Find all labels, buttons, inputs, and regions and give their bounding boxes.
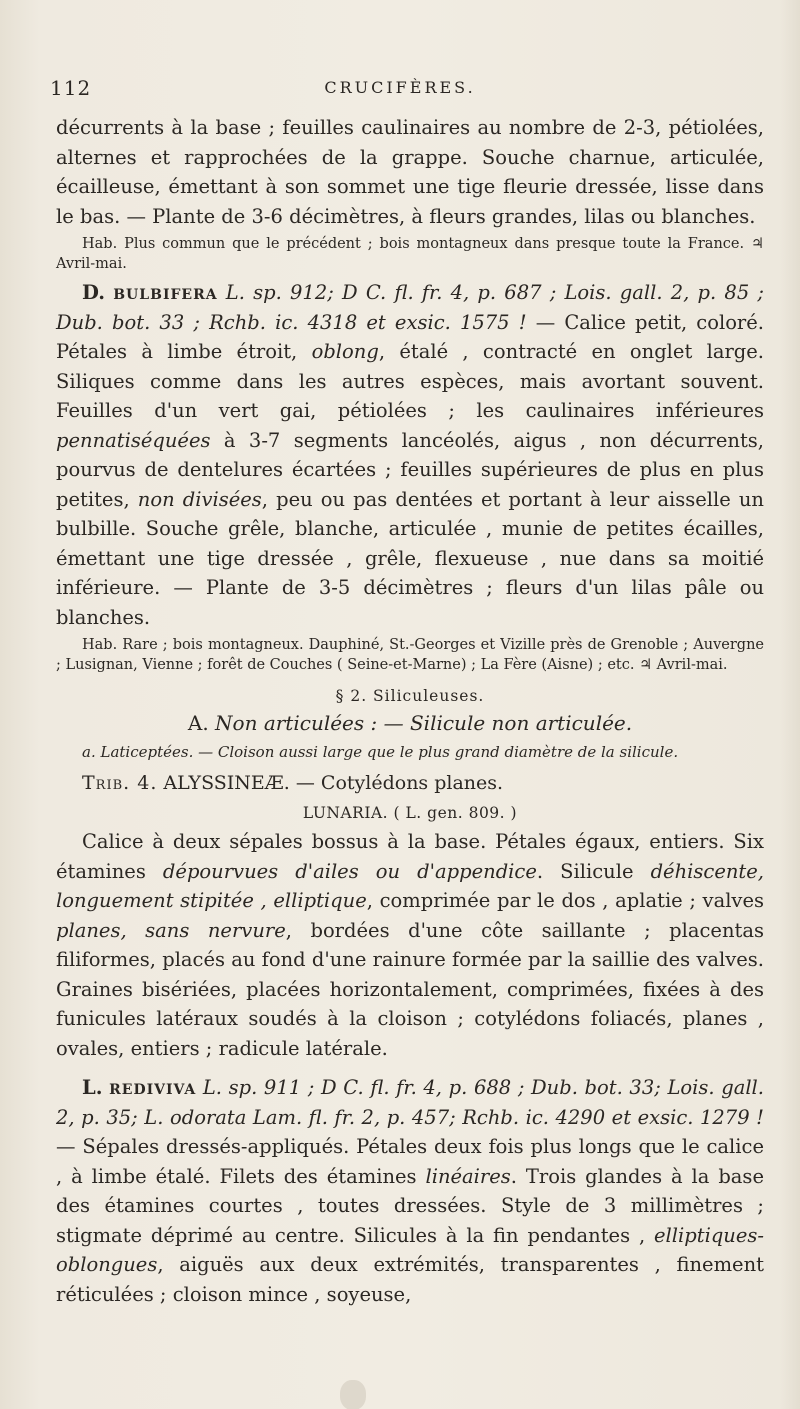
tribe-line [56,769,764,797]
rediviva-elliptiques: elliptiques-oblongues [56,1223,764,1276]
rediviva-letter: L. [82,1076,103,1099]
bulbifera-name: bulbifera [113,281,218,304]
rediviva-text-c: , aiguës aux deux extrémités, transparentes , finement réticulées ; cloison mince , soyeuse, [56,1253,764,1306]
text-body [56,113,764,1309]
bulbifera-text-b: , étalé , contracté en onglet large. Siliques comme dans les autres espèces, mais avortant souvent. Feuilles d'un vert gai, pétiolées ; les caulinaires inférieures [56,340,765,422]
intro-paragraph: décurrents à la base ; feuilles caulinaires au nombre de 2-3, pétiolées, alternes et rapprochées de la grappe. Souche charnue, articulée, écailleuse, émettant à son sommet une tige fleurie dressée, lisse dans le bas. — Plante de 3-6 décimètres, à fleurs grandes, lilas ou blanches. [56,116,764,228]
rediviva-name: rediviva [109,1076,197,1099]
genus-heading: LUNARIA. ( L. gen. 809. ) [302,804,518,822]
bulbifera-text-d: , peu ou pas dentées et portant à leur aisselle un bulbille. Souche grêle, blanche, articulée , munie de petites écailles, émettant une tige dressée , grêle, flexueuse , nue dans sa moitié inférieure. — Plante de 3-5 décimètres ; fleurs d'un lilas pâle ou blanches. [56,487,764,629]
intro-habitat: Hab. Plus commun que le précédent ; bois montagneux dans presque toute la France. ♃ Avril-mai. [56,236,764,272]
tribe-label: Trib. 4. [82,772,158,794]
rediviva-refs-b: L. odorata Lam. fl. fr. 2, p. 457; Rchb. ic. 4290 et exsic. 1279 ! [144,1105,764,1129]
bulbifera-habitat: Hab. Rare ; bois montagneux. Dauphiné, St.-Georges et Vizille près de Grenoble ; Auvergne ; Lusignan, Vienne ; forêt de Couches ( Seine-et-Marne) ; La Fère (Aisne) ; etc. ♃ Avril-mai. [56,637,764,673]
bulbifera-paragraph [56,278,764,632]
bulbifera-refs: L. sp. 912; D C. fl. fr. 4, p. 687 ; Lois. gall. 2, p. 85 ; Dub. bot. 33 ; Rchb. ic. 4318 et exsic. 1575 ! [56,281,765,334]
rediviva-text-a: — Sépales dressés-appliqués. Pétales deux fois plus longs que le calice , à limbe étalé. Filets des étamines [56,1135,764,1188]
genus-planes: planes, sans nervure [56,918,286,942]
group-text: a. Laticeptées. — Cloison aussi large que le plus grand diamètre de la silicule. [82,743,679,761]
rediviva-refs-a: L. sp. 911 ; D C. fl. fr. 4, p. 688 ; Dub. bot. 33; Lois. gall. 2, p. 35; [56,1076,764,1129]
ink-blot [340,1380,366,1409]
bulbifera-non-divisees: non divisées [137,487,262,511]
genus-dehiscente: déhiscente, longuement stipitée , elliptique [56,859,764,912]
group-line [56,741,764,763]
genus-text-a: Calice à deux sépales bossus à la base. Pétales égaux, entiers. Six étamines [56,830,764,883]
genus-paragraph [56,827,764,1063]
section-title: § 2. Siliculeuses. [335,687,485,705]
page-number: 112 [50,76,92,100]
bulbifera-text-a: — Calice petit, coloré. Pétales à limbe étroit, [56,310,764,363]
bulbifera-oblong: oblong [311,340,379,363]
running-head: CRUCIFÈRES. [324,78,476,97]
subsection-text: Non articulées : — Silicule non articulée. [215,711,633,735]
bulbifera-text-c: à 3-7 segments lancéolés, aigus , non décurrents, pourvus de dentelures écartées ; feuilles supérieures de plus en plus petites, [56,428,764,511]
rediviva-text-b: . Trois glandes à la base des étamines courtes , toutes dressées. Style de 3 millimètres ; stigmate déprimé au centre. Silicules à la fin pendantes , [56,1164,764,1247]
genus-depourvues: dépourvues d'ailes ou d'appendice [162,859,537,883]
rediviva-paragraph [56,1073,764,1309]
genus-text-b: . Silicule [536,859,634,883]
tribe-desc: — Cotylédons planes. [295,772,504,794]
subsection-letter: A. [187,711,209,735]
subsection-title [56,709,764,737]
rediviva-lineaires: linéaires [425,1164,511,1188]
page-header [0,76,800,106]
bulbifera-letter: D. [82,281,106,304]
genus-text-c: , comprimée par le dos , aplatie ; valves [366,889,764,912]
bulbifera-pennatiseques: pennatiséquées [56,428,211,452]
tribe-name: ALYSSINEÆ. [163,772,290,794]
genus-text-d: , bordées d'une côte saillante ; placentas filiformes, placés au fond d'une rainure formée par la saillie des valves. Graines bisériées, placées horizontalement, comprimées, fixées à des funicules latéraux soudés à la cloison ; cotylédons foliacés, planes , ovales, entiers ; radicule latérale. [56,918,764,1060]
